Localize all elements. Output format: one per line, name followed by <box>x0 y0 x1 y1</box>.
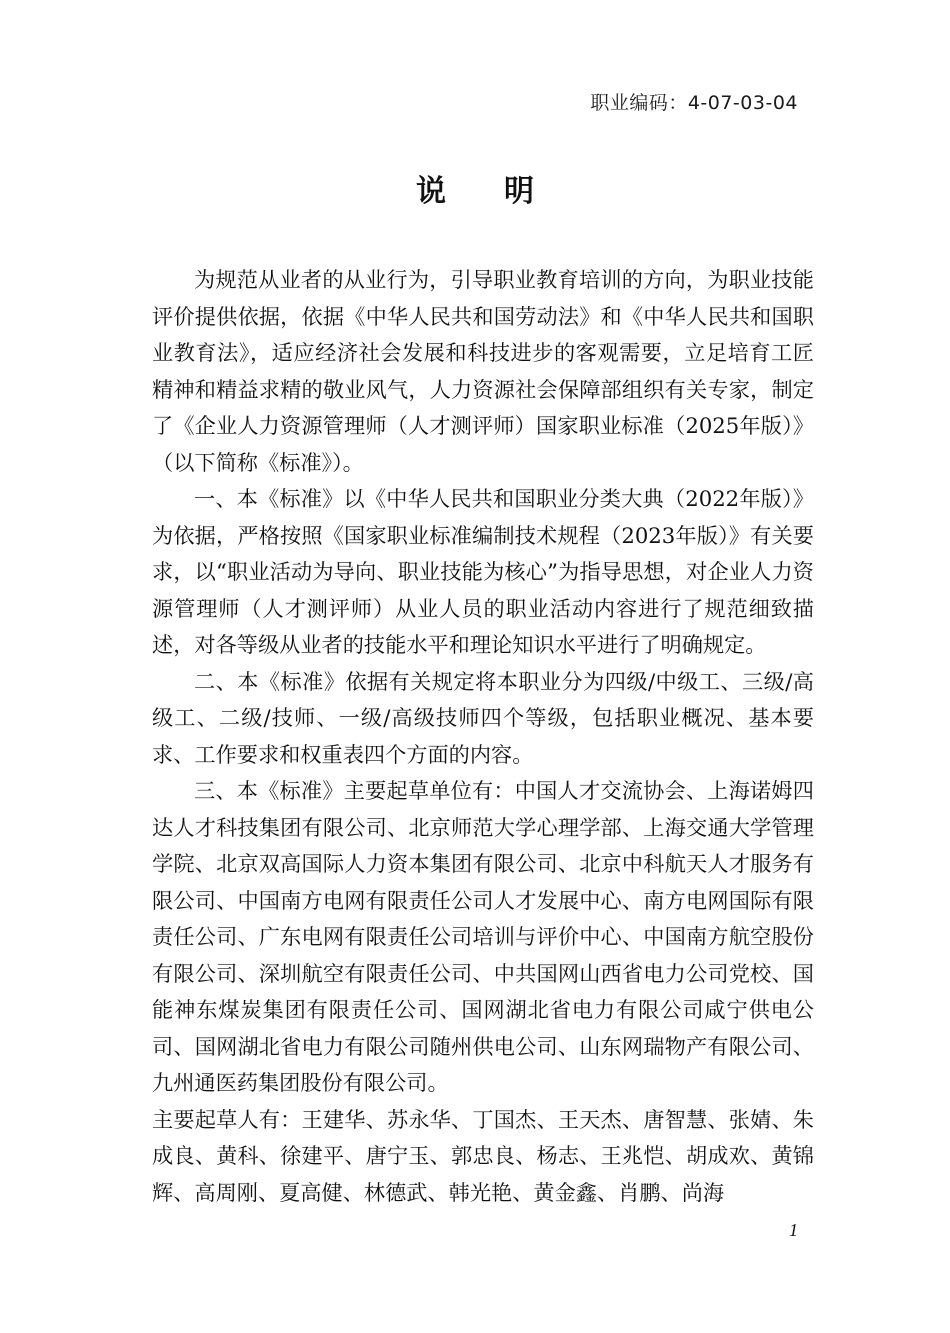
occupation-code: 职业编码：4-07-03-04 <box>590 92 798 114</box>
paragraph-one: 一、本《标准》以《中华人民共和国职业分类大典（2022年版）》为依据，严格按照《国家职业标准编制技术规程（2023年版）》有关要求，以“职业活动为导向、职业技能为核心”为指导思想，对企业人力资源管理师（人才测评师）从业人员的职业活动内容进行了规范细致描述，对各等级从业者的技能水平和理论知识水平进行了明确规定。 <box>152 486 814 657</box>
page-title: 说明 <box>416 174 592 209</box>
paragraph-intro: 为规范从业者的从业行为，引导职业教育培训的方向，为职业技能评价提供依据，依据《中华人民共和国劳动法》和《中华人民共和国职业教育法》，适应经济社会发展和科技进步的客观需要，立足培育工匠精神和精益求精的敬业风气，人力资源社会保障部组织有关专家，制定了《企业人力资源管理师（人才测评师）国家职业标准（2025年版）》（以下简称《标准》）。 <box>152 267 814 475</box>
paragraph-three: 三、本《标准》主要起草单位有：中国人才交流协会、上海诺姆四达人才科技集团有限公司、北京师范大学心理学部、上海交通大学管理学院、北京双高国际人力资本集团有限公司、北京中科航天人才服务有限公司、中国南方电网有限责任公司人才发展中心、南方电网国际有限责任公司、广东电网有限责任公司培训与评价中心、中国南方航空股份有限公司、深圳航空有限责任公司、中共国网山西省电力公司党校、国能神东煤炭集团有限责任公司、国网湖北省电力有限公司咸宁供电公司、国网湖北省电力有限公司随州供电公司、山东网瑞物产有限公司、九州通医药集团股份有限公司。 <box>152 778 814 1095</box>
page-number: 1 <box>789 1220 798 1240</box>
document-body <box>152 262 814 1211</box>
paragraph-drafters: 主要起草人有：王建华、苏永华、丁国杰、王天杰、唐智慧、张婧、朱成良、黄科、徐建平、唐宁玉、郭忠良、杨志、王兆恺、胡成欢、黄锦辉、高周刚、夏高健、林德武、韩光艳、黄金鑫、肖鹏、尚海 <box>152 1106 814 1205</box>
paragraph-two: 二、本《标准》依据有关规定将本职业分为四级/中级工、三级/高级工、二级/技师、一级/高级技师四个等级，包括职业概况、基本要求、工作要求和权重表四个方面的内容。 <box>152 668 814 767</box>
